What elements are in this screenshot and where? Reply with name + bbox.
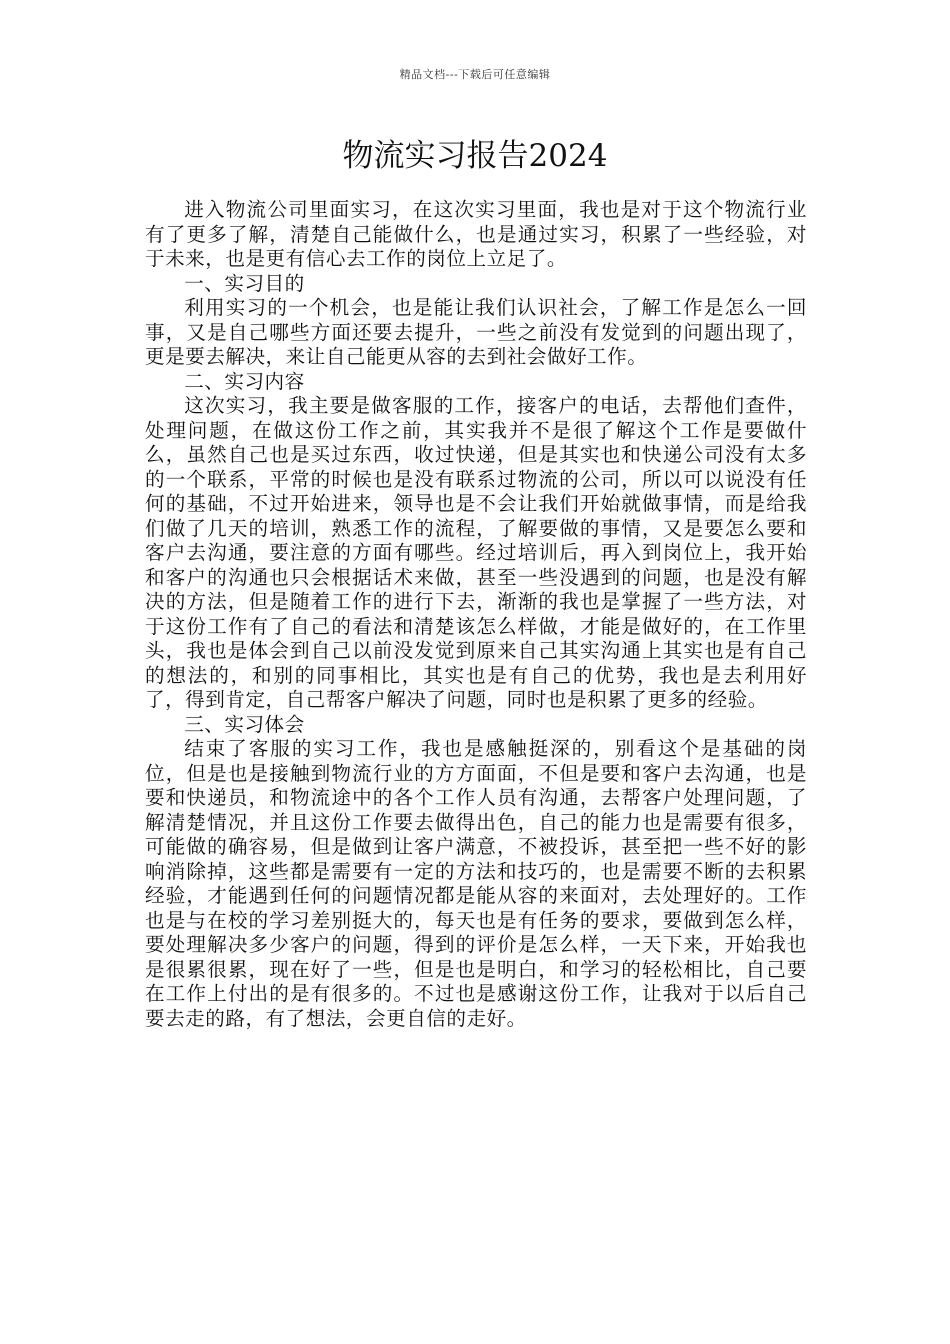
section-heading-content: 二、实习内容 bbox=[184, 369, 305, 393]
section-paragraph-content: 这次实习，我主要是做客服的工作，接客户的电话，去帮他们查件，处理问题，在做这份工作之前，其实我并不是很了解这个工作是要做什么，虽然自己也是买过东西，收过快递，但是其实也和快递公司没有太多的一个联系，平常的时候也是没有联系过物流的公司，所以可以说没有任何的基础，不过开始进来，领导也是不会让我们开始就做事情，而是给我们做了几天的培训，熟悉工作的流程，了解要做的事情，又是要怎么要和客户去沟通，要注意的方面有哪些。经过培训后，再入到岗位上，我开始和客户的沟通也只会根据话术来做，甚至一些没遇到的问题，也是没有解决的方法，但是随着工作的进行下去，渐渐的我也是掌握了一些方法，对于这份工作有了自己的看法和清楚该怎么样做，才能是做好的，在工作里头，我也是体会到自己以前没发觉到原来自己其实沟通上其实也是有自己的想法的，和别的同事相比，其实也是有自己的优势，我也是去利用好了，得到肯定，自己帮客户解决了问题，同时也是积累了更多的经验。 bbox=[145, 394, 807, 711]
intro-paragraph: 进入物流公司里面实习，在这次实习里面，我也是对于这个物流行业有了更多了解，清楚自己能做什么，也是通过实习，积累了一些经验，对于未来，也是更有信心去工作的岗位上立足了。 bbox=[145, 198, 807, 270]
section-heading-reflection: 三、实习体会 bbox=[184, 712, 305, 736]
document-title: 物流实习报告2024 bbox=[342, 138, 608, 174]
document-body bbox=[145, 198, 807, 1031]
section-paragraph-purpose: 利用实习的一个机会，也是能让我们认识社会，了解工作是怎么一回事，又是自己哪些方面还要去提升，一些之前没有发觉到的问题出现了，更是要去解决，来让自己能更从容的去到社会做好工作。 bbox=[145, 296, 807, 368]
section-paragraph-reflection: 结束了客服的实习工作，我也是感触挺深的，别看这个是基础的岗位，但是也是接触到物流行业的方方面面，不但是要和客户去沟通，也是要和快递员，和物流途中的各个工作人员有沟通，去帮客户处理问题，了解清楚情况，并且这份工作要去做得出色，自己的能力也是需要有很多，可能做的确容易，但是做到让客户满意，不被投诉，甚至把一些不好的影响消除掉，这些都是需要有一定的方法和技巧的，也是需要不断的去积累经验，才能遇到任何的问题情况都是能从容的来面对，去处理好的。工作也是与在校的学习差别挺大的，每天也是有任务的要求，要做到怎么样，要处理解决多少客户的问题，得到的评价是怎么样，一天下来，开始我也是很累很累，现在好了一些，但是也是明白，和学习的轻松相比，自己要在工作上付出的是有很多的。不过也是感谢这份工作，让我对于以后自己要去走的路，有了想法，会更自信的走好。 bbox=[145, 737, 807, 1030]
section-heading-purpose: 一、实习目的 bbox=[184, 271, 305, 295]
page-header: 精品文档---下载后可任意编辑 bbox=[399, 68, 551, 81]
